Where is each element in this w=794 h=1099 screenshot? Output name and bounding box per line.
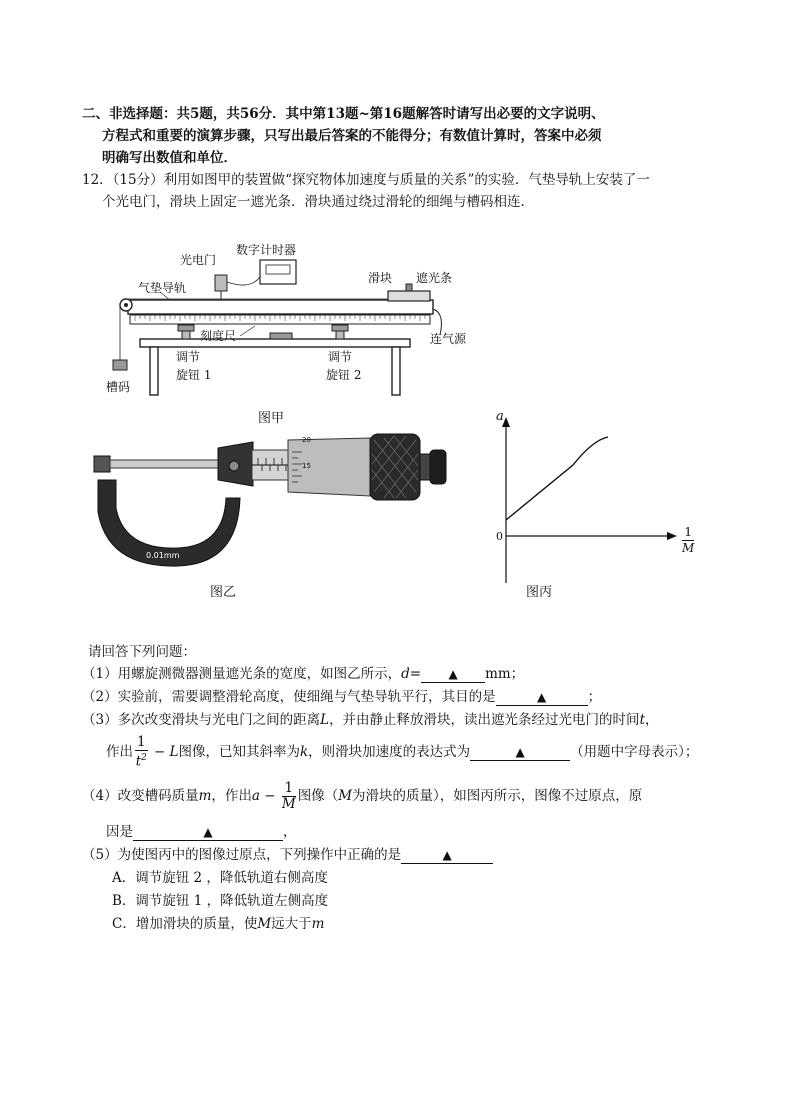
q4-var-M: M	[338, 788, 353, 804]
thimble-tick-bottom: 15	[302, 462, 311, 470]
q4-minus: −	[259, 788, 280, 804]
q1-eq: =	[409, 666, 422, 682]
option-c[interactable]	[112, 914, 324, 934]
q2-answer-mark: ▲	[536, 690, 547, 704]
q3-var-k: k	[299, 743, 309, 760]
q4-text-e: 因是	[106, 824, 133, 840]
q4-var-m: m	[198, 788, 212, 804]
q4-var-a: a	[251, 788, 260, 804]
figure-c	[488, 405, 708, 605]
label-slider: 滑块	[368, 271, 393, 285]
q2-text: （2）实验前，需要调整滑轮高度，使细绳与气垫导轨平行，其目的是	[82, 689, 496, 705]
q3-answer-blank[interactable]	[470, 744, 570, 761]
q4-frac-den: M	[281, 796, 296, 812]
q4-line2	[106, 822, 297, 842]
label-photogate: 光电门	[180, 253, 217, 267]
figure-b-caption: 图乙	[210, 585, 237, 600]
label-timer: 数字计时器	[236, 243, 297, 257]
q3-var-L2: L	[169, 743, 179, 760]
q3-frac-num: 1	[137, 734, 146, 750]
origin-label: 0	[496, 530, 503, 543]
label-knob1-a: 调节	[176, 350, 201, 364]
q3-line1	[82, 710, 659, 730]
a-vs-invM-graph	[488, 405, 708, 590]
q3-text-d: 作出	[106, 743, 133, 760]
q3-text-g: ，则滑块加速度的表达式为	[308, 743, 471, 760]
q3-var-t: t	[639, 712, 645, 728]
q3-answer-mark: ▲	[515, 744, 525, 759]
label-strip: 遮光条	[416, 271, 453, 285]
q1-var: d	[401, 666, 410, 682]
figure-a	[100, 235, 500, 435]
q5-text: （5）为使图丙中的图像过原点，下列操作中正确的是	[82, 847, 402, 863]
thimble-tick-top: 20	[302, 436, 311, 444]
q4-frac-num: 1	[282, 781, 296, 797]
micrometer-drawing	[88, 428, 468, 568]
q4-text-d: 为滑块的质量），如图丙所示，图像不过原点，原	[352, 788, 643, 804]
sub-questions	[82, 642, 778, 942]
q3-text-f: 图像，已知其斜率为	[178, 743, 300, 760]
q3-line2	[106, 735, 698, 770]
x-axis-denominator: M	[682, 541, 695, 555]
q3-minus: −	[149, 743, 170, 760]
section-line-2: 方程式和重要的演算步骤，只写出最后答案的不能得分；有数值计算时，答案中必须	[102, 128, 602, 144]
option-c-text: C．增加滑块的质量，使	[112, 916, 258, 932]
q4-text-f: ，	[283, 824, 297, 840]
label-knob2-a: 调节	[328, 350, 353, 364]
q1-text: （1）用螺旋测微器测量遮光条的宽度，如图乙所示，	[82, 666, 402, 682]
x-axis-label	[680, 525, 696, 556]
q5-answer-mark: ▲	[442, 848, 452, 862]
q2-answer-blank[interactable]	[496, 689, 588, 706]
label-weight: 槽码	[106, 380, 131, 394]
q5	[82, 845, 493, 865]
q4-answer-blank[interactable]	[133, 824, 283, 841]
q4-text-a: （4）改变槽码质量	[82, 788, 199, 804]
q1-answer-blank[interactable]	[421, 666, 485, 683]
micrometer-unit: 0.01mm	[146, 551, 180, 560]
q4-text-c: 图像（	[297, 788, 339, 804]
q3-text-c: ，	[645, 712, 659, 728]
figure-c-caption: 图丙	[526, 585, 553, 600]
q3-text-a: （3）多次改变滑块与光电门之间的距离	[82, 712, 321, 728]
q3-text-h: （用题中字母表示）；	[570, 743, 699, 760]
x-axis-numerator: 1	[682, 525, 694, 541]
intro: 请回答下列问题：	[88, 644, 196, 660]
q1	[82, 664, 524, 684]
label-air-source: 连气源	[430, 332, 467, 346]
option-a[interactable]: A．调节旋钮 2 ，降低轨道右侧高度	[112, 870, 328, 886]
q1-unit: mm；	[485, 666, 525, 682]
option-c-mid: 远大于	[271, 916, 312, 932]
q4-answer-mark: ▲	[203, 825, 213, 839]
q2-end: ；	[587, 689, 602, 705]
q4-line1	[82, 780, 642, 812]
q3-frac-sup: 2	[141, 753, 147, 763]
q3-text-b: ，并由静止释放滑块，读出遮光条经过光电门的时间	[329, 712, 640, 728]
section-line-1: 二、非选择题：共5题，共56分．其中第13题~第16题解答时请写出必要的文字说明、	[82, 106, 605, 122]
label-ruler: 刻度尺	[200, 329, 237, 343]
figure-a-caption: 图甲	[258, 411, 285, 426]
label-knob2-b: 旋钮 2	[326, 368, 362, 382]
q5-answer-blank[interactable]	[401, 847, 493, 864]
q4-text-b: ，作出	[211, 788, 252, 804]
y-axis-label: a	[496, 409, 504, 424]
stem-line-2: 个光电门，滑块上固定一遮光条．滑块通过绕过滑轮的细绳与槽码相连．	[102, 194, 534, 210]
q3-var-L: L	[320, 712, 330, 728]
option-c-var-m: m	[311, 916, 325, 932]
option-b[interactable]: B．调节旋钮 1 ，降低轨道左侧高度	[112, 893, 329, 909]
q3-frac-den: t	[135, 753, 142, 770]
section-line-3: 明确写出数值和单位．	[102, 150, 237, 166]
label-track: 气垫导轨	[138, 281, 187, 295]
figure-b	[88, 428, 468, 603]
q1-answer-mark: ▲	[448, 667, 458, 681]
stem-line-1: 12．（15分）利用如图甲的装置做“探究物体加速度与质量的关系”的实验．气垫导轨上安装了一	[82, 172, 650, 188]
air-track-drawing	[100, 235, 500, 400]
q2	[82, 687, 601, 707]
option-c-var-M: M	[257, 916, 272, 932]
label-knob1-b: 旋钮 1	[176, 368, 212, 382]
